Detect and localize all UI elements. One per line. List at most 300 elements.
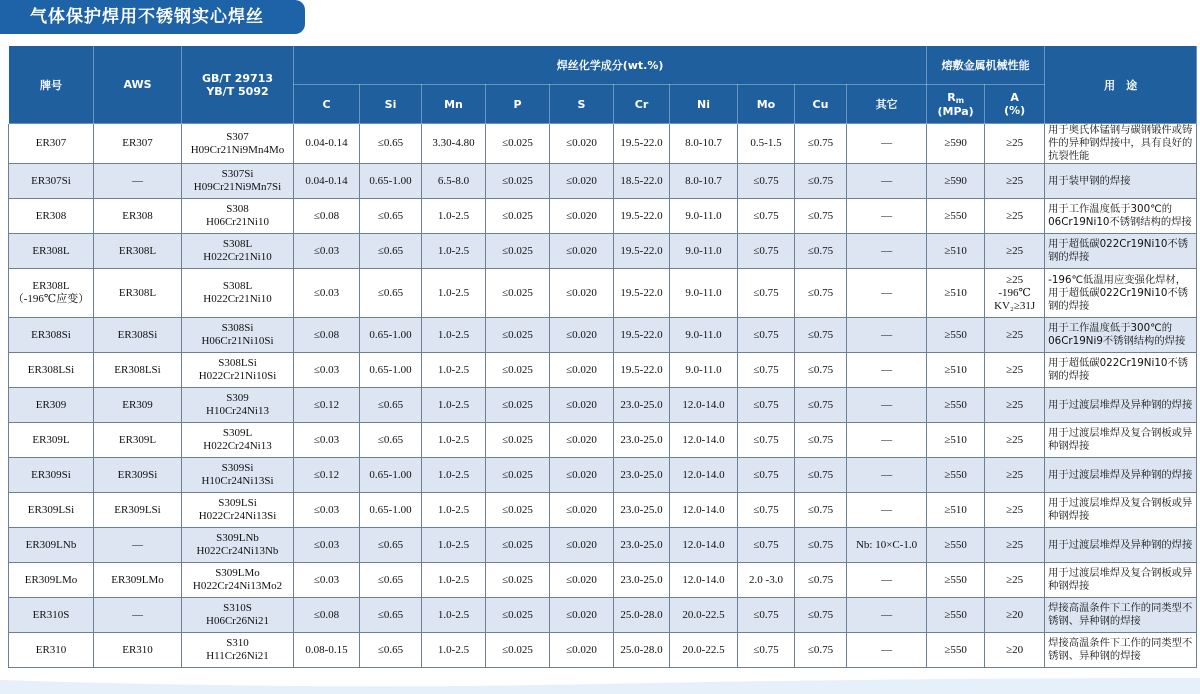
header-element-cr: Cr <box>614 85 670 124</box>
cell-s-line: ≤0.020 <box>566 174 597 187</box>
cell-cr-line: 18.5-22.0 <box>620 174 663 187</box>
cell-si-line: ≤0.65 <box>377 643 404 656</box>
cell-si <box>360 528 422 563</box>
header-rm-symbol: R <box>947 90 956 104</box>
cell-aws-line: — <box>132 538 143 551</box>
cell-si <box>360 388 422 423</box>
cell-mn <box>422 423 486 458</box>
cell-cu-line: ≤0.75 <box>807 398 834 411</box>
cell-a <box>985 633 1045 668</box>
cell-rm-line: ≥550 <box>944 398 967 411</box>
cell-grade <box>9 458 94 493</box>
table-row <box>9 199 1197 234</box>
cell-a <box>985 423 1045 458</box>
cell-cu-line: ≤0.75 <box>807 503 834 516</box>
cell-standard <box>182 318 294 353</box>
cell-standard <box>182 269 294 318</box>
cell-si-line: ≤0.65 <box>377 608 404 621</box>
cell-s <box>550 423 614 458</box>
table-row <box>9 598 1197 633</box>
cell-grade-line: ER309LMo <box>24 573 78 586</box>
cell-ni-line: 9.0-11.0 <box>685 209 722 222</box>
cell-mo-line: ≤0.75 <box>753 363 779 376</box>
cell-other-line: — <box>881 398 893 411</box>
cell-cu-line: ≤0.75 <box>807 608 834 621</box>
cell-a-line: ≥20 <box>1006 608 1024 621</box>
cell-other <box>847 353 927 388</box>
cell-s <box>550 199 614 234</box>
cell-ni-line: 12.0-14.0 <box>682 538 725 551</box>
cell-cr-line: 25.0-28.0 <box>620 608 663 621</box>
cell-aws <box>94 269 182 318</box>
header-use: 用 途 <box>1045 46 1197 124</box>
wire-spec-table <box>8 45 1197 668</box>
cell-grade <box>9 269 94 318</box>
cell-si-line: 0.65-1.00 <box>369 468 412 481</box>
cell-standard-line: H022Cr21Ni10 <box>203 251 272 263</box>
cell-standard-line: H022Cr24Ni13 <box>203 440 272 452</box>
cell-s-line: ≤0.020 <box>566 538 597 551</box>
cell-aws <box>94 234 182 269</box>
cell-other-line: — <box>881 468 893 481</box>
cell-grade-line: ER308L <box>32 244 70 257</box>
cell-grade-line: ER309Si <box>31 468 71 481</box>
cell-ni-line: 12.0-14.0 <box>682 398 725 411</box>
header-a-symbol: A <box>1010 91 1019 104</box>
header-mechanical-properties: 熔敷金属机械性能 <box>927 46 1045 85</box>
cell-a <box>985 598 1045 633</box>
cell-other-line: — <box>881 209 893 222</box>
cell-mo <box>738 493 795 528</box>
cell-cr <box>614 234 670 269</box>
cell-other-line: — <box>881 328 893 341</box>
cell-si-line: ≤0.65 <box>377 286 404 299</box>
cell-aws <box>94 528 182 563</box>
cell-standard-line: H022Cr24Ni13Si <box>198 510 277 522</box>
cell-cu-line: ≤0.75 <box>807 137 834 149</box>
cell-s <box>550 598 614 633</box>
cell-c <box>294 563 360 598</box>
cell-ni <box>670 353 738 388</box>
cell-mn-line: 1.0-2.5 <box>437 398 470 411</box>
cell-p <box>486 633 550 668</box>
cell-c <box>294 423 360 458</box>
cell-a-line: ≥25 <box>1006 538 1024 551</box>
cell-mo <box>738 388 795 423</box>
header-a-unit: (%) <box>1004 104 1026 117</box>
cell-ni-line: 8.0-10.7 <box>685 174 722 187</box>
cell-a <box>985 528 1045 563</box>
cell-cu-line: ≤0.75 <box>807 244 834 257</box>
cell-cu <box>795 199 847 234</box>
cell-cu <box>795 563 847 598</box>
cell-mo-line: ≤0.75 <box>753 209 779 222</box>
cell-standard-line: H06Cr21Ni10Si <box>201 335 274 347</box>
cell-cr-line: 19.5-22.0 <box>620 137 663 149</box>
cell-standard <box>182 353 294 388</box>
cell-rm-line: ≥550 <box>944 643 967 656</box>
cell-si-line: ≤0.65 <box>377 137 404 149</box>
cell-cu-line: ≤0.75 <box>807 433 834 446</box>
cell-standard-line: S309LNb <box>216 532 259 544</box>
cell-mo-line: 2.0 -3.0 <box>749 573 783 586</box>
cell-mn-line: 1.0-2.5 <box>437 503 470 516</box>
cell-p-line: ≤0.025 <box>502 608 533 621</box>
cell-other <box>847 633 927 668</box>
cell-rm <box>927 563 985 598</box>
cell-cr <box>614 493 670 528</box>
cell-ni <box>670 164 738 199</box>
cell-cu-line: ≤0.75 <box>807 328 834 341</box>
cell-si-line: 0.65-1.00 <box>369 174 412 187</box>
cell-aws-line: ER308L <box>118 244 157 257</box>
cell-c-line: ≤0.12 <box>313 398 340 411</box>
cell-p <box>486 199 550 234</box>
cell-grade <box>9 388 94 423</box>
cell-mo-line: ≤0.75 <box>753 538 779 551</box>
cell-rm-line: ≥510 <box>944 433 967 446</box>
cell-a-line: ≥25 <box>1006 363 1024 376</box>
cell-mo <box>738 234 795 269</box>
cell-ni <box>670 633 738 668</box>
cell-cr <box>614 353 670 388</box>
cell-cr <box>614 633 670 668</box>
cell-mo-line: ≤0.75 <box>753 608 779 621</box>
cell-standard-line: S307Si <box>221 168 254 180</box>
cell-s-line: ≤0.020 <box>566 209 597 222</box>
cell-mn-line: 1.0-2.5 <box>437 468 470 481</box>
cell-other <box>847 318 927 353</box>
cell-c-line: ≤0.03 <box>313 503 340 516</box>
cell-ni <box>670 528 738 563</box>
cell-c-line: 0.08-0.15 <box>305 643 348 656</box>
cell-grade-line: ER309LSi <box>27 503 75 516</box>
table-row <box>9 633 1197 668</box>
cell-use: 用于工作温度低于300℃的06Cr19Ni10不锈钢结构的焊接 <box>1045 199 1197 234</box>
cell-s-line: ≤0.020 <box>566 433 597 446</box>
cell-other-line: — <box>881 643 893 656</box>
cell-a-line: ≥25 <box>1006 244 1024 257</box>
cell-cu <box>795 458 847 493</box>
cell-ni-line: 12.0-14.0 <box>682 468 725 481</box>
cell-standard-line: H022Cr21Ni10 <box>203 293 272 305</box>
cell-standard <box>182 493 294 528</box>
cell-a-line: ≥25 <box>1006 573 1024 586</box>
cell-p-line: ≤0.025 <box>502 503 533 516</box>
cell-s <box>550 388 614 423</box>
cell-a <box>985 458 1045 493</box>
cell-mo <box>738 633 795 668</box>
cell-standard-line: S309LMo <box>215 567 260 579</box>
cell-use: 用于过渡层堆焊及复合钢板或异种钢焊接 <box>1045 423 1197 458</box>
cell-mn-line: 1.0-2.5 <box>437 286 470 299</box>
header-gb-line1: GB/T 29713 <box>201 71 274 85</box>
cell-cu <box>795 423 847 458</box>
cell-standard <box>182 598 294 633</box>
cell-cr-line: 19.5-22.0 <box>620 209 663 222</box>
cell-grade <box>9 563 94 598</box>
cell-mn-line: 1.0-2.5 <box>437 433 470 446</box>
cell-standard-line: H11Cr26Ni21 <box>206 650 269 662</box>
header-element-mn: Mn <box>422 85 486 124</box>
cell-aws <box>94 423 182 458</box>
cell-mn-line: 1.0-2.5 <box>437 209 470 222</box>
cell-p-line: ≤0.025 <box>502 244 533 257</box>
cell-aws <box>94 563 182 598</box>
cell-cr <box>614 164 670 199</box>
cell-mo-line: ≤0.75 <box>753 468 779 481</box>
cell-s-line: ≤0.020 <box>566 643 597 656</box>
cell-aws <box>94 318 182 353</box>
cell-si-line: 0.65-1.00 <box>369 363 412 376</box>
cell-c <box>294 234 360 269</box>
cell-s-line: ≤0.020 <box>566 137 597 149</box>
cell-cr-line: 19.5-22.0 <box>620 244 663 257</box>
cell-si-line: ≤0.65 <box>377 433 404 446</box>
cell-c-line: ≤0.03 <box>313 244 340 257</box>
cell-cr <box>614 124 670 164</box>
cell-mn <box>422 563 486 598</box>
cell-a-line: -196℃ <box>998 286 1031 299</box>
cell-cr <box>614 318 670 353</box>
cell-other <box>847 199 927 234</box>
cell-si-line: 0.65-1.00 <box>369 503 412 516</box>
cell-rm <box>927 124 985 164</box>
cell-rm <box>927 164 985 199</box>
cell-other <box>847 423 927 458</box>
cell-s <box>550 563 614 598</box>
cell-s-line: ≤0.020 <box>566 468 597 481</box>
cell-rm-line: ≥510 <box>944 244 967 257</box>
header-grade: 牌号 <box>9 46 94 124</box>
cell-mn <box>422 353 486 388</box>
cell-cr <box>614 269 670 318</box>
cell-cr-line: 23.0-25.0 <box>620 573 663 586</box>
cell-mn <box>422 318 486 353</box>
cell-s-line: ≤0.020 <box>566 608 597 621</box>
cell-use: 焊接高温条件下工作的同类型不锈钢、异种钢的焊接 <box>1045 598 1197 633</box>
cell-ni <box>670 563 738 598</box>
cell-cu-line: ≤0.75 <box>807 286 834 299</box>
cell-rm-line: ≥550 <box>944 538 967 551</box>
cell-grade-line: ER308L <box>32 280 70 292</box>
header-element-other: 其它 <box>847 85 927 124</box>
cell-ni <box>670 269 738 318</box>
cell-cr <box>614 598 670 633</box>
cell-cu <box>795 528 847 563</box>
cell-other-line: — <box>881 363 893 376</box>
header-rm-unit: (MPa) <box>937 104 974 118</box>
cell-mn <box>422 199 486 234</box>
cell-mo-line: ≤0.75 <box>753 328 779 341</box>
cell-other-line: — <box>881 137 893 149</box>
cell-aws-line: — <box>132 174 143 187</box>
cell-mn-line: 1.0-2.5 <box>437 608 470 621</box>
cell-a <box>985 234 1045 269</box>
header-aws: AWS <box>94 46 182 124</box>
cell-mo-line: ≤0.75 <box>753 174 779 187</box>
product-table-container <box>8 45 1196 668</box>
table-row <box>9 318 1197 353</box>
cell-standard <box>182 633 294 668</box>
cell-ni-line: 9.0-11.0 <box>685 328 722 341</box>
cell-rm-line: ≥510 <box>944 363 967 376</box>
cell-ni-line: 20.0-22.5 <box>682 643 725 656</box>
cell-mn <box>422 598 486 633</box>
cell-c-line: ≤0.08 <box>313 209 340 222</box>
cell-c <box>294 633 360 668</box>
cell-s-line: ≤0.020 <box>566 286 597 299</box>
page-title: 气体保护焊用不锈钢实心焊丝 <box>0 0 305 34</box>
cell-standard-line: H06Cr21Ni10 <box>206 216 269 228</box>
cell-a <box>985 269 1045 318</box>
cell-si <box>360 124 422 164</box>
cell-other <box>847 493 927 528</box>
cell-mo-line: ≤0.75 <box>753 503 779 516</box>
cell-grade-line: ER309 <box>35 398 67 411</box>
cell-cu <box>795 124 847 164</box>
cell-si <box>360 493 422 528</box>
cell-p-line: ≤0.025 <box>502 433 533 446</box>
cell-standard-line: H10Cr24Ni13Si <box>201 475 274 487</box>
cell-grade-line: （-196℃应变） <box>12 293 90 305</box>
cell-use: 用于过渡层堆焊及异种钢的焊接 <box>1045 388 1197 423</box>
cell-ni-line: 8.0-10.7 <box>685 137 722 149</box>
cell-mn <box>422 124 486 164</box>
cell-p <box>486 388 550 423</box>
cell-aws <box>94 458 182 493</box>
cell-p <box>486 423 550 458</box>
cell-a <box>985 199 1045 234</box>
cell-other-line: — <box>881 174 893 187</box>
cell-mo <box>738 528 795 563</box>
cell-a-line: ≥25 <box>1006 398 1024 411</box>
table-row <box>9 388 1197 423</box>
cell-p-line: ≤0.025 <box>502 573 533 586</box>
cell-si-line: ≤0.65 <box>377 398 404 411</box>
cell-rm <box>927 234 985 269</box>
cell-use: 用于工作温度低于300℃的06Cr19Ni9不锈钢结构的焊接 <box>1045 318 1197 353</box>
cell-grade <box>9 528 94 563</box>
cell-si <box>360 458 422 493</box>
cell-standard-line: S308L <box>222 280 253 292</box>
cell-aws-line: — <box>132 608 143 621</box>
cell-grade-line: ER308Si <box>31 328 71 341</box>
cell-other-line: — <box>881 608 893 621</box>
cell-ni-line: 9.0-11.0 <box>685 244 722 257</box>
cell-standard <box>182 124 294 164</box>
cell-mo <box>738 199 795 234</box>
cell-mn-line: 1.0-2.5 <box>437 643 470 656</box>
cell-p-line: ≤0.025 <box>502 209 533 222</box>
cell-p <box>486 164 550 199</box>
cell-rm-line: ≥550 <box>944 209 967 222</box>
cell-mo-line: ≤0.75 <box>753 244 779 257</box>
cell-ni-line: 9.0-11.0 <box>685 286 722 299</box>
cell-grade <box>9 423 94 458</box>
cell-standard-line: H09Cr21Ni9Mn7Si <box>193 181 282 193</box>
cell-s <box>550 269 614 318</box>
cell-cu-line: ≤0.75 <box>807 174 834 187</box>
cell-a-line: KV₂≥31J <box>994 299 1036 312</box>
cell-rm-line: ≥510 <box>944 503 967 516</box>
cell-cr-line: 23.0-25.0 <box>620 503 663 516</box>
cell-c <box>294 493 360 528</box>
cell-p-line: ≤0.025 <box>502 328 533 341</box>
cell-aws <box>94 124 182 164</box>
cell-mn-line: 1.0-2.5 <box>437 538 470 551</box>
cell-mo <box>738 423 795 458</box>
cell-use: 用于奥氏体锰钢与碳钢锻件或铸件的异种钢焊接中，具有良好的抗裂性能 <box>1045 124 1197 164</box>
cell-standard-line: S308 <box>226 203 249 215</box>
cell-ni-line: 12.0-14.0 <box>682 433 725 446</box>
cell-si <box>360 269 422 318</box>
cell-mn-line: 3.30-4.80 <box>432 137 475 149</box>
cell-mo <box>738 563 795 598</box>
cell-ni-line: 12.0-14.0 <box>682 503 725 516</box>
cell-aws-line: ER308 <box>122 209 153 222</box>
cell-use: 用于过渡层堆焊及复合钢板或异种钢焊接 <box>1045 493 1197 528</box>
cell-rm-line: ≥590 <box>944 174 967 187</box>
cell-ni <box>670 493 738 528</box>
table-row <box>9 423 1197 458</box>
cell-mn <box>422 633 486 668</box>
cell-cr <box>614 528 670 563</box>
cell-ni <box>670 598 738 633</box>
cell-ni-line: 12.0-14.0 <box>682 573 725 586</box>
cell-mo-line: ≤0.75 <box>753 643 779 656</box>
cell-cu <box>795 318 847 353</box>
header-element-s: S <box>550 85 614 124</box>
cell-mo-line: 0.5-1.5 <box>750 137 782 149</box>
cell-cu <box>795 269 847 318</box>
cell-c <box>294 199 360 234</box>
cell-cu <box>795 388 847 423</box>
cell-a <box>985 493 1045 528</box>
cell-si <box>360 164 422 199</box>
cell-a <box>985 318 1045 353</box>
decorative-wave <box>0 674 1200 694</box>
cell-c <box>294 598 360 633</box>
cell-p-line: ≤0.025 <box>502 137 533 149</box>
cell-standard <box>182 423 294 458</box>
cell-other-line: Nb: 10×C-1.0 <box>855 538 918 551</box>
cell-c <box>294 124 360 164</box>
cell-a <box>985 353 1045 388</box>
cell-other-line: — <box>881 286 893 299</box>
cell-aws-line: ER309LMo <box>111 573 164 586</box>
table-body <box>9 124 1197 668</box>
cell-mo <box>738 269 795 318</box>
cell-cr-line: 23.0-25.0 <box>620 538 663 551</box>
header-gb-line2: YB/T 5092 <box>206 84 269 98</box>
cell-si-line: 0.65-1.00 <box>369 328 412 341</box>
cell-s-line: ≤0.020 <box>566 573 597 586</box>
cell-mn <box>422 528 486 563</box>
cell-si-line: ≤0.65 <box>377 244 404 257</box>
cell-use: 焊接高温条件下工作的同类型不锈钢、异种钢的焊接 <box>1045 633 1197 668</box>
cell-a <box>985 124 1045 164</box>
cell-mn-line: 1.0-2.5 <box>437 573 470 586</box>
cell-rm-line: ≥550 <box>944 468 967 481</box>
table-row <box>9 458 1197 493</box>
table-row <box>9 528 1197 563</box>
cell-a-line: ≥20 <box>1006 643 1024 656</box>
cell-other <box>847 269 927 318</box>
cell-standard-line: S310S <box>223 602 252 614</box>
cell-mn <box>422 388 486 423</box>
cell-ni <box>670 124 738 164</box>
